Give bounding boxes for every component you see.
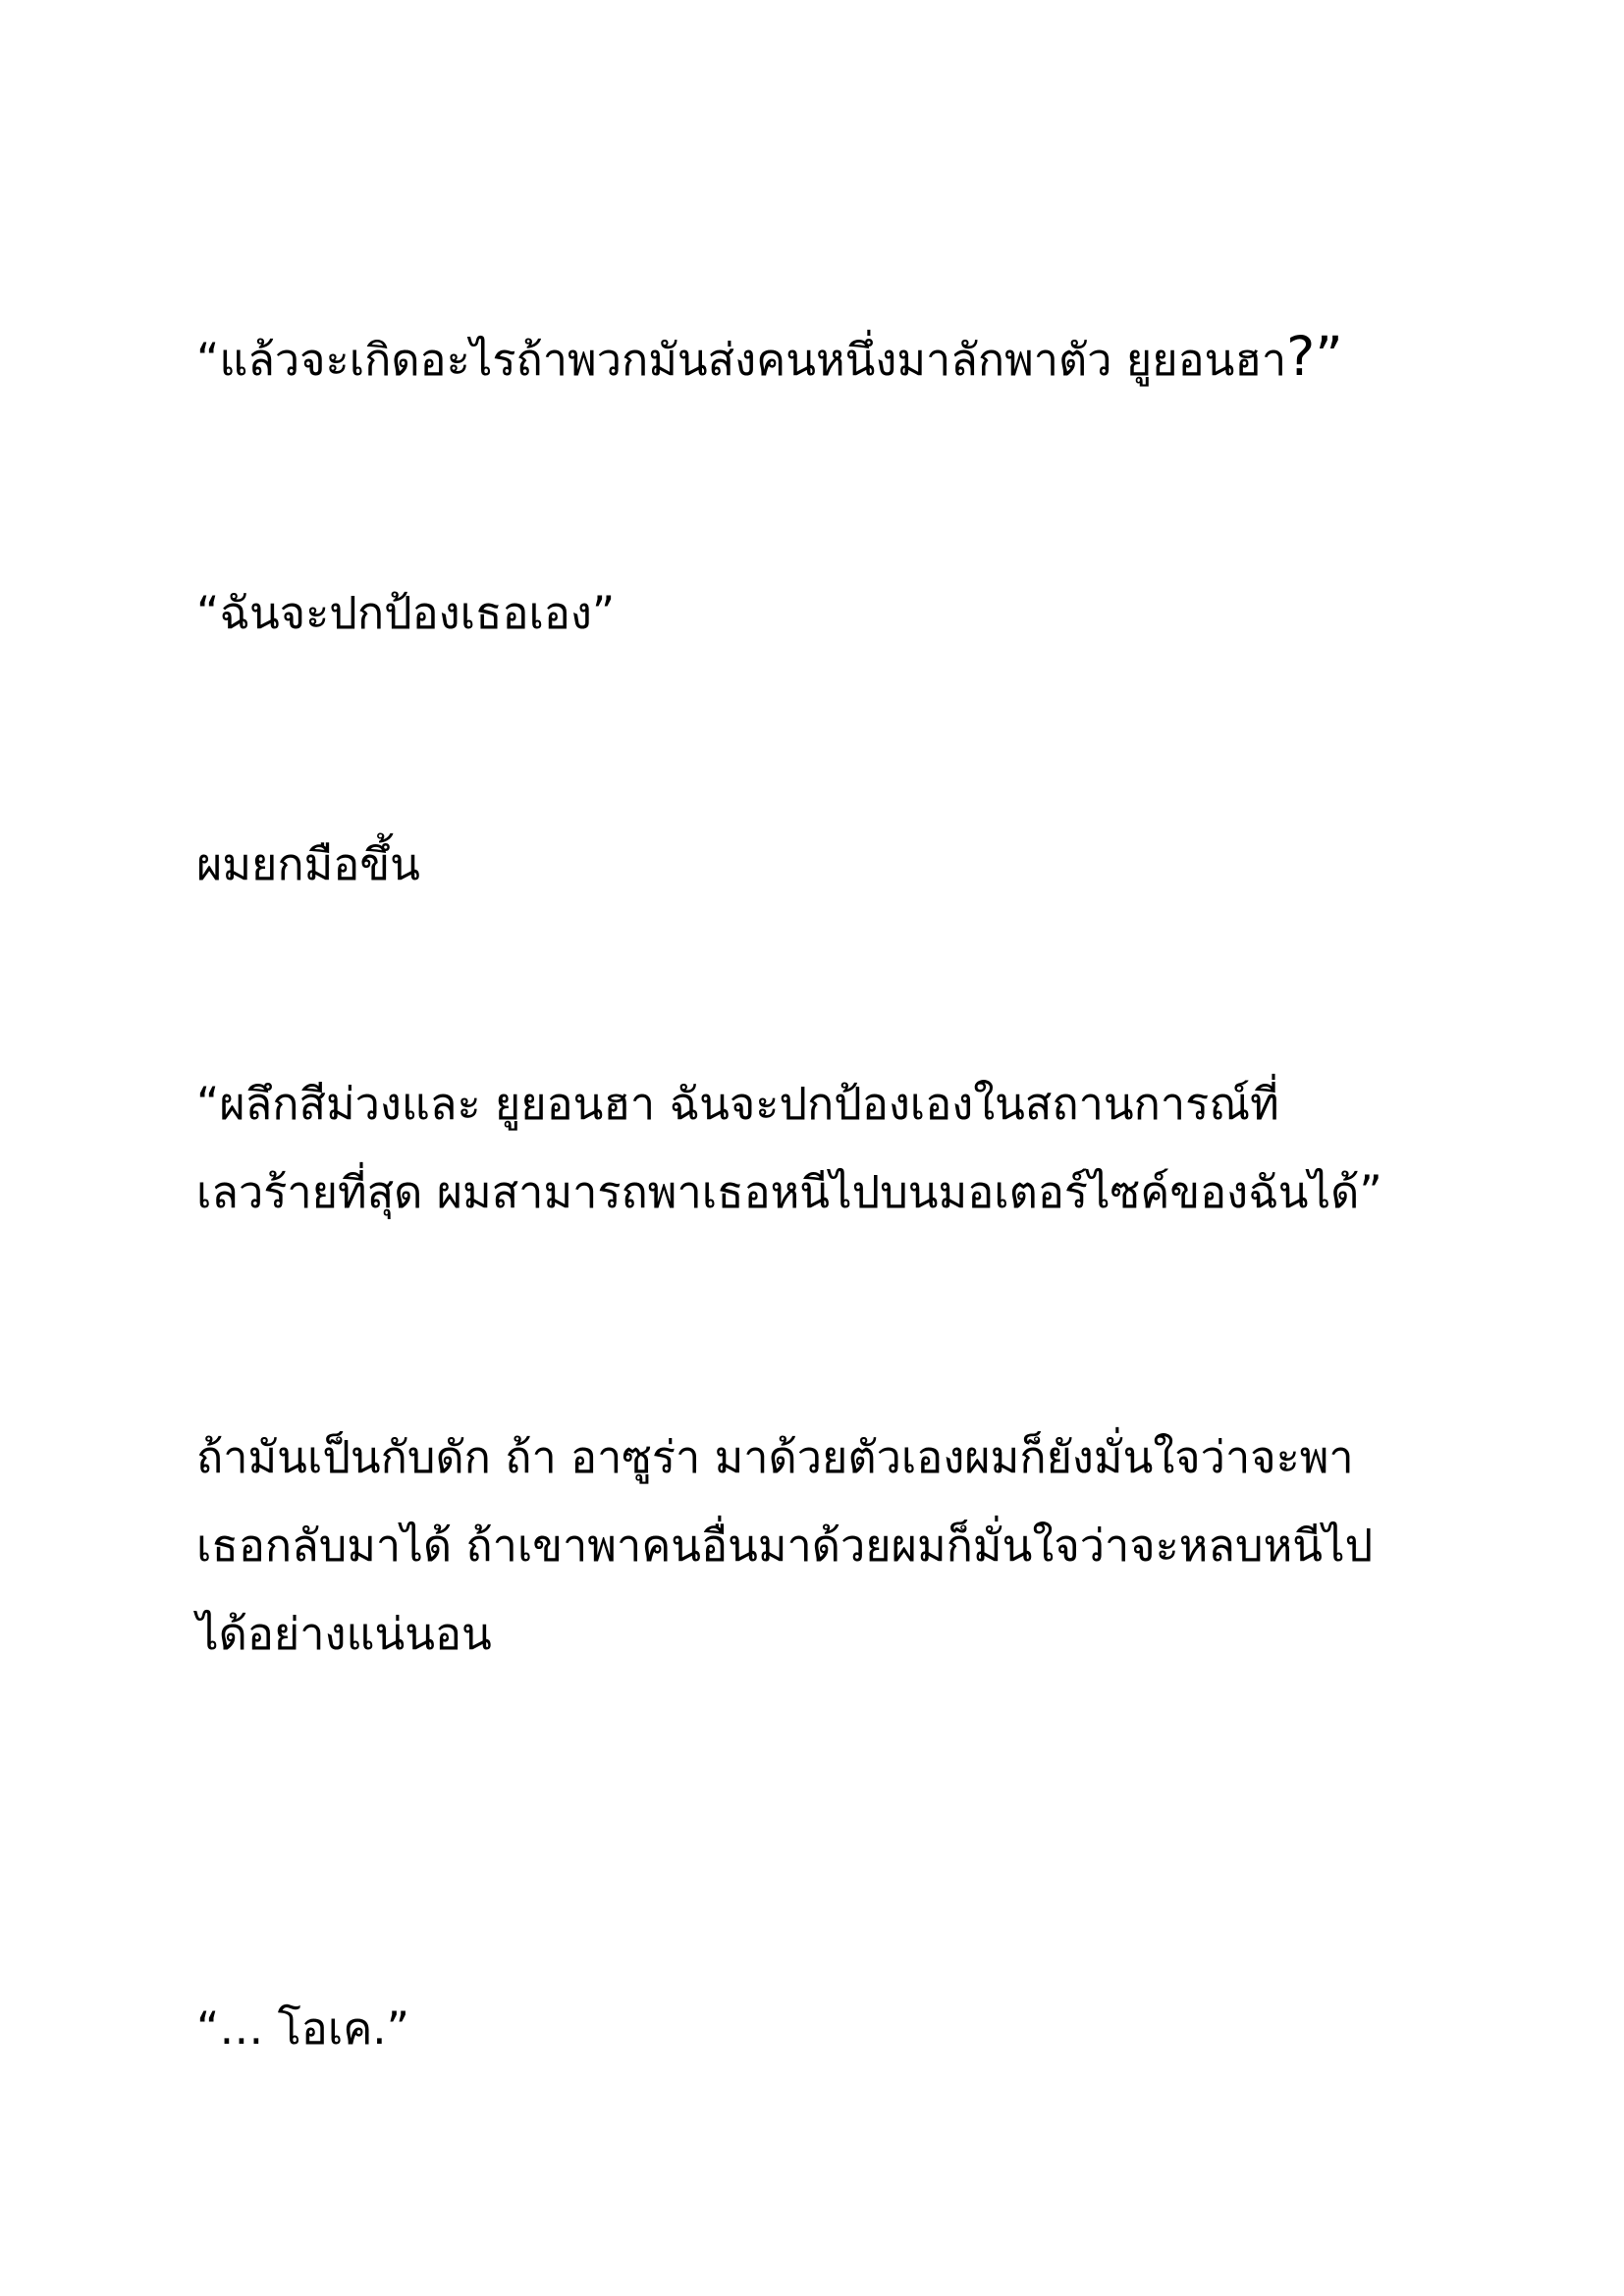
- text-run: “แล้วจะเกิดอะไรถ้าพวกมันส่งคนหนึ่งมาลักพาตัว ยูยอนฮา: [196, 334, 1287, 386]
- paragraph-1: [196, 312, 1473, 400]
- text-line: “ผลึกสีม่วงและ ยูยอนฮา ฉันจะปกป้องเองในสถานการณ์ที่: [196, 1078, 1279, 1130]
- text-line: “… โอเค.”: [196, 2002, 409, 2055]
- paragraph-5: [196, 1414, 1473, 1679]
- text-line: ถ้ามันเป็นกับดัก ถ้า อาซูร่า มาด้วยตัวเองผมก็ยังมั่นใจว่าจะพา: [196, 1431, 1354, 1483]
- text-line: [196, 312, 1473, 400]
- text-line: “ฉันจะปกป้องเธอเอง”: [196, 587, 616, 639]
- paragraph-4: [196, 1060, 1473, 1237]
- text-line: ผมยกมือขึ้น: [196, 838, 420, 890]
- question-mark-quote: ?”: [1286, 325, 1343, 388]
- text-line: เลวร้ายที่สุด ผมสามารถพาเธอหนีไปบนมอเตอร์ไซค์ของฉันได้”: [196, 1166, 1382, 1218]
- text-line: ได้อย่างแน่นอน: [196, 1608, 492, 1660]
- paragraph-2: [196, 569, 1473, 658]
- paragraph-3: [196, 821, 1473, 909]
- paragraph-6: [196, 1985, 1473, 2073]
- text-line: เธอกลับมาได้ ถ้าเขาพาคนอื่นมาด้วยผมก็มั่นใจว่าจะหลบหนีไป: [196, 1520, 1374, 1572]
